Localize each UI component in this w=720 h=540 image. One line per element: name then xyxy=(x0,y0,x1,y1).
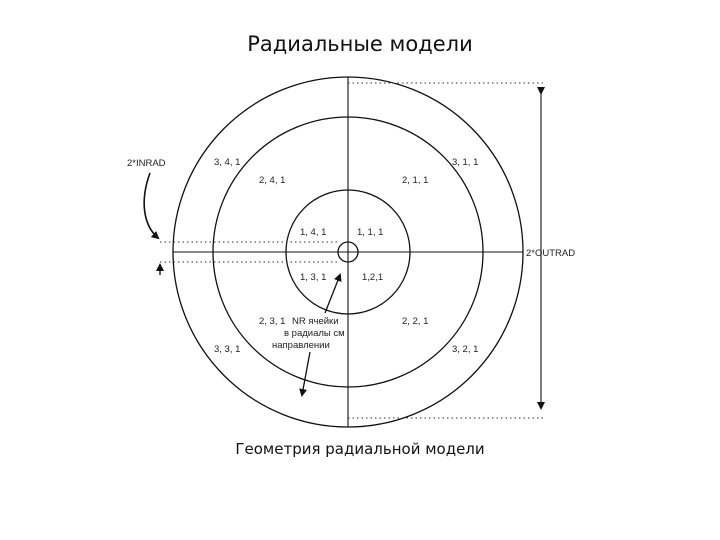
label-outer-br: 3, 2, 1 xyxy=(452,344,479,355)
note-arrow-down xyxy=(302,352,310,395)
inrad-label: 2*INRAD xyxy=(127,158,166,169)
label-outer-tr: 3, 1, 1 xyxy=(452,157,479,168)
label-mid-tr: 2, 1, 1 xyxy=(402,175,429,186)
label-mid-br: 2, 2, 1 xyxy=(402,316,429,327)
label-outer-tl: 3, 4, 1 xyxy=(214,157,241,168)
label-mid-bl: 2, 3, 1 xyxy=(259,316,286,327)
label-inner-tr: 1, 1, 1 xyxy=(357,227,384,238)
label-outer-bl: 3, 3, 1 xyxy=(214,344,241,355)
label-inner-bl: 1, 3, 1 xyxy=(300,272,327,283)
page-title: Радиальные модели xyxy=(247,32,473,56)
label-inner-br: 1,2,1 xyxy=(362,272,384,283)
inrad-curved-arrow xyxy=(144,173,158,238)
note-line-1: NR ячейки xyxy=(292,316,339,327)
label-inner-tl: 1, 4, 1 xyxy=(300,227,327,238)
label-mid-tl: 2, 4, 1 xyxy=(259,175,286,186)
note-line-2: в радиалы см xyxy=(284,328,345,339)
note-line-3: направлении xyxy=(272,340,330,351)
figure-caption: Геометрия радиальной модели xyxy=(235,440,485,458)
outrad-label: 2*OUTRAD xyxy=(526,248,576,259)
note-arrow-up xyxy=(325,275,340,313)
